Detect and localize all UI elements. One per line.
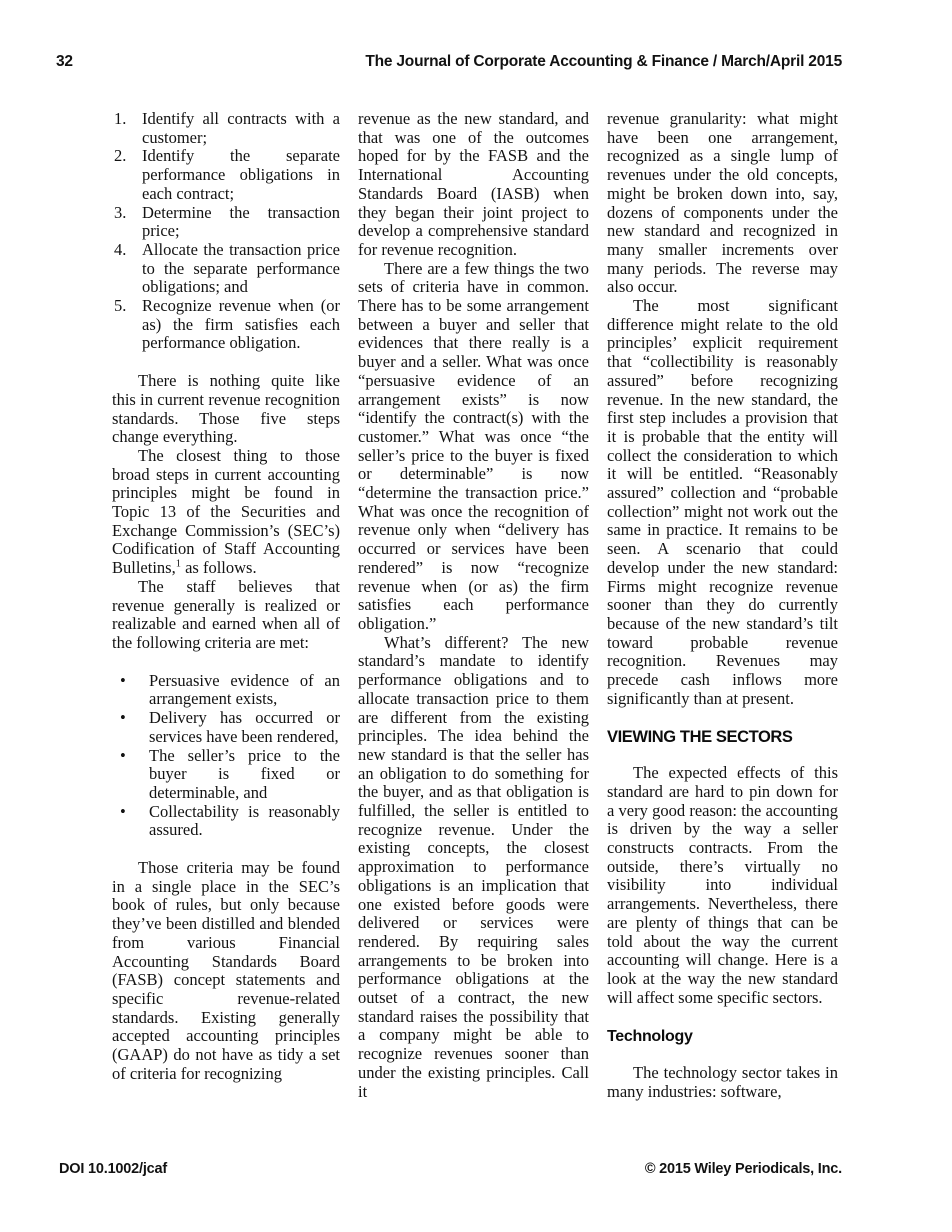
copyright-label: © 2015 Wiley Periodicals, Inc. bbox=[644, 1161, 842, 1177]
list-item bbox=[112, 747, 340, 803]
column-3 bbox=[607, 110, 838, 1101]
paragraph-text: The closest thing to those broad steps in current accounting principles might be found in Topic 13 of the Securities and Exchange Commission’s (SEC’s) Codification of Staff Accounting Bulletins, bbox=[112, 445, 340, 578]
paragraph: The expected effects of this standard are hard to pin down for a very good reason: the accounting is driven by the way a seller constructs contracts. From the outside, there’s virtually no visibility into individual arrangements. Nevertheless, there are plenty of things that can be told about the way the current accounting will change. Here is a look at the way the new standard will affect some specific sectors. bbox=[607, 763, 838, 1007]
list-text: Allocate the transaction price to the separate performance obligations; and bbox=[142, 239, 340, 297]
paragraph: Those criteria may be found in a single place in the SEC’s book of rules, but only because they’ve been distilled and blended from various Financial Accounting Standards Board (FASB) concept statements and specific revenue-related standards. Existing generally accepted accounting principles (GAAP) do not have as tidy a set of criteria for recognizing bbox=[112, 858, 340, 1083]
list-item bbox=[112, 803, 340, 840]
list-item bbox=[112, 672, 340, 709]
journal-running-title: The Journal of Corporate Accounting & Finance / March/April 2015 bbox=[365, 53, 842, 70]
list-text: Identify all contracts with a customer; bbox=[142, 109, 340, 147]
list-text: Recognize revenue when (or as) the firm satisfies each performance obligation. bbox=[142, 296, 340, 353]
five-steps-list bbox=[112, 110, 340, 353]
column-2 bbox=[358, 110, 589, 1101]
list-number: 3. bbox=[114, 202, 127, 222]
page-footer bbox=[59, 1161, 842, 1177]
list-item bbox=[112, 241, 340, 297]
doi-label: DOI 10.1002/jcaf bbox=[59, 1161, 168, 1177]
criteria-bullet-list bbox=[112, 672, 340, 840]
section-heading-viewing-the-sectors: VIEWING THE SECTORS bbox=[607, 727, 793, 746]
footnote-marker: 1 bbox=[175, 558, 181, 570]
list-text: The seller’s price to the buyer is fixed or determinable, and bbox=[149, 745, 340, 802]
article-body bbox=[112, 110, 840, 1101]
list-number: 1. bbox=[114, 109, 127, 128]
list-text: Identify the separate performance obligations in each contract; bbox=[142, 146, 340, 203]
paragraph-text: as follows. bbox=[180, 558, 257, 578]
list-text: Persuasive evidence of an arrangement exists, bbox=[149, 670, 340, 709]
page-header bbox=[56, 53, 842, 71]
list-item bbox=[112, 297, 340, 353]
paragraph: There is nothing quite like this in current revenue recognition standards. Those five steps change everything. bbox=[112, 371, 340, 447]
paragraph: What’s different? The new standard’s mandate to identify performance obligations and to allocate transaction price to them are different from the existing principles. The idea behind the new standard is that the seller has an obligation to do something for the buyer, and as that obligation is fulfilled, the seller is entitled to recognize revenue. Under the existing concepts, the closest approximation to performance obligations is an implication that one existed before goods were delivered or services were rendered. By requiring sales arrangements to be broken into performance obligations at the outset of a contract, the new standard raises the possibility that a company might be able to recognize revenues sooner than under the existing principles. Call it bbox=[358, 632, 589, 1101]
subsection-heading-technology: Technology bbox=[607, 1028, 693, 1046]
list-number: 5. bbox=[114, 296, 127, 316]
paragraph bbox=[112, 447, 340, 578]
page-number: 32 bbox=[56, 53, 73, 70]
paragraph: revenue as the new standard, and that was one of the outcomes hoped for by the FASB and the International Accounting Standards Board (IASB) when they began their joint project to develop a comprehensive standard for revenue recognition. bbox=[358, 109, 589, 259]
list-item bbox=[112, 204, 340, 241]
paragraph: The staff believes that revenue generally is realized or realizable and earned when all of the following criteria are met: bbox=[112, 576, 340, 652]
paragraph: revenue granularity: what might have been one arrangement, recognized as a single lump of revenues under the old concepts, might be broken down into, say, dozens of components under the new standard and recognized in many smaller increments over many periods. The reverse may also occur. bbox=[607, 109, 838, 297]
paragraph: The technology sector takes in many industries: software, bbox=[607, 1063, 838, 1101]
list-text: Determine the transaction price; bbox=[142, 202, 340, 241]
column-1 bbox=[112, 110, 340, 1101]
list-item bbox=[112, 110, 340, 147]
paragraph: There are a few things the two sets of criteria have in common. There has to be some arrangement between a buyer and seller that evidences that there really is a buyer and a seller. What was once “persuasive evidence of an arrangement exists” is now “identify the contract(s) with the customer.” What was once “the seller’s price to the buyer is fixed or determinable” is now “determine the transaction price.” What was once the recognition of revenue only when “delivery has occurred or services have been rendered” is now “recognize revenue when (or as) the firm satisfies each performance obligation.” bbox=[358, 258, 589, 633]
list-text: Delivery has occurred or services have been rendered, bbox=[149, 708, 340, 746]
list-number: 4. bbox=[114, 239, 127, 259]
list-item bbox=[112, 709, 340, 746]
list-number: 2. bbox=[114, 146, 127, 166]
list-item bbox=[112, 147, 340, 203]
list-text: Collectability is reasonably assured. bbox=[149, 801, 340, 840]
paragraph: The most significant difference might relate to the old principles’ explicit requirement that “collectibility is reasonably assured” before recognizing revenue. In the new standard, the first step includes a provision that it is probable that the entity will collect the consideration to which it will be entitled. “Reasonably assured” collection and “probable collection” might not work out the same in practice. It remains to be seen. A scenario that could develop under the new standard: Firms might recognize revenue sooner than they do currently because of the new standard’s tilt toward probable revenue recognition. Revenues may precede cash inflows more significantly than at present. bbox=[607, 296, 838, 708]
